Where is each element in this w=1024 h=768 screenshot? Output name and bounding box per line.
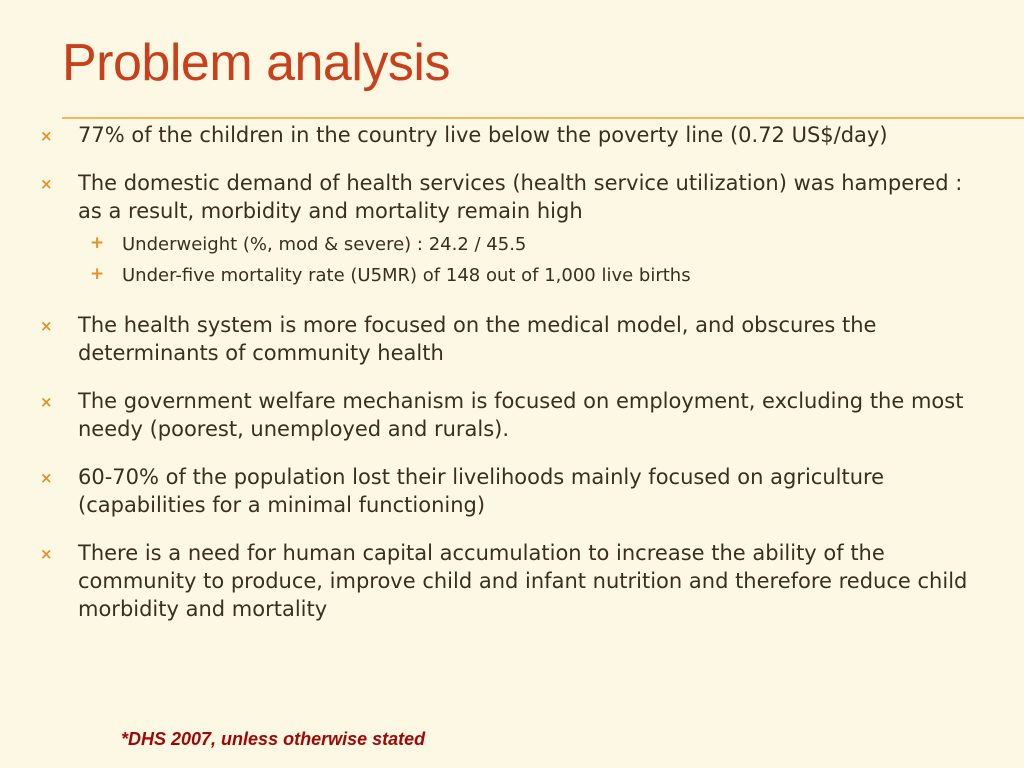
bullet-text: 77% of the children in the country live below the poverty line (0.72 US$/day) <box>78 123 888 147</box>
sub-bullet-u5mr <box>78 260 988 291</box>
bullet-text: The government welfare mechanism is focused on employment, excluding the most needy (poorest, unemployed and rurals). <box>78 389 964 441</box>
bullet-marker-icon: × <box>40 469 53 487</box>
bullet-marker-icon: × <box>40 317 53 335</box>
bullet-text: The domestic demand of health services (health service utilization) was hampered : as a result, morbidity and mortality remain high <box>78 171 963 223</box>
sub-bullet-text: Under-five mortality rate (U5MR) of 148 out of 1,000 live births <box>122 265 691 286</box>
slide-title: Problem analysis <box>62 34 450 92</box>
bullet-marker-icon: × <box>40 127 53 145</box>
bullet-text: 60-70% of the population lost their livelihoods mainly focused on agriculture (capabilities for a minimal functioning) <box>78 465 885 517</box>
bullet-list <box>38 121 988 643</box>
sub-bullet-text: Underweight (%, mod & severe) : 24.2 / 45.5 <box>122 234 527 255</box>
bullet-text: The health system is more focused on the medical model, and obscures the determinants of community health <box>78 313 877 365</box>
sub-bullet-marker-icon: + <box>90 233 105 253</box>
bullet-marker-icon: × <box>40 393 53 411</box>
sub-bullet-list <box>78 229 988 291</box>
bullet-welfare <box>38 387 988 443</box>
sub-bullet-underweight <box>78 229 988 260</box>
bullet-human-capital <box>38 539 988 623</box>
title-divider <box>62 117 1024 119</box>
sub-bullet-marker-icon: + <box>90 264 105 284</box>
bullet-health-demand <box>38 169 988 291</box>
bullet-text: There is a need for human capital accumulation to increase the ability of the community to produce, improve child and infant nutrition and therefore reduce child morbidity and mortality <box>78 541 968 621</box>
bullet-marker-icon: × <box>40 175 53 193</box>
bullet-livelihoods <box>38 463 988 519</box>
footnote: *DHS 2007, unless otherwise stated <box>121 729 426 749</box>
bullet-poverty <box>38 121 988 149</box>
bullet-medical-model <box>38 311 988 367</box>
bullet-marker-icon: × <box>40 545 53 563</box>
